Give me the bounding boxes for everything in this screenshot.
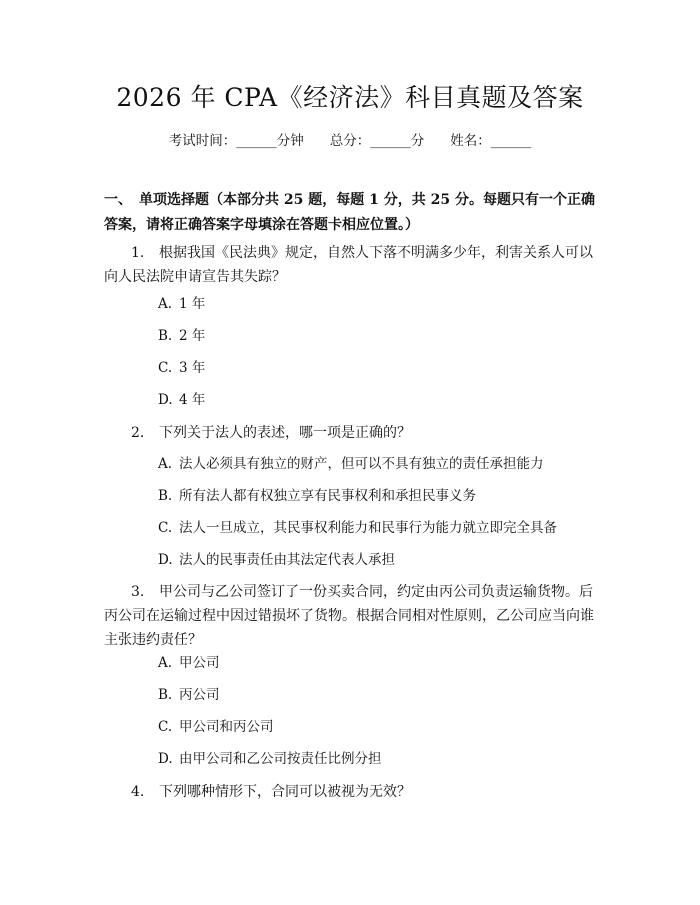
option-letter: D. (158, 751, 173, 767)
option-letter: A. (158, 456, 173, 472)
option-3c (158, 717, 598, 737)
option-1d (158, 390, 598, 410)
question-4 (104, 780, 600, 804)
option-text: 甲公司 (179, 655, 220, 671)
option-letter: C. (158, 520, 173, 536)
page-title: 2026 年 CPA《经济法》科目真题及答案 (116, 83, 584, 112)
section-heading (104, 188, 600, 238)
option-letter: A. (158, 655, 173, 671)
option-text: 所有法人都有权独立享有民事权利和承担民事义务 (179, 488, 476, 504)
option-3d (158, 749, 598, 769)
option-letter: B. (158, 328, 173, 344)
total-score-label: 总分：______分 (329, 133, 425, 149)
option-text: 由甲公司和乙公司按责任比例分担 (179, 751, 382, 767)
option-text: 法人的民事责任由其法定代表人承担 (179, 552, 395, 568)
option-letter: C. (158, 360, 173, 376)
option-letter: D. (158, 392, 173, 408)
question-text: 下列关于法人的表述，哪一项是正确的？ (159, 425, 411, 441)
option-2d (158, 550, 598, 570)
option-letter: A. (158, 296, 173, 312)
question-text: 根据我国《民法典》规定，自然人下落不明满多少年，利害关系人可以向人民法院申请宣告其失踪？ (104, 245, 593, 285)
question-3 (104, 580, 600, 652)
exam-meta (0, 130, 700, 152)
question-number: 2. (131, 425, 145, 441)
option-text: 1 年 (179, 296, 206, 312)
option-text: 丙公司 (179, 687, 220, 703)
section-instructions: 单项选择题（本部分共 25 题，每题 1 分，共 25 分。每题只有一个正确答案，请将正确答案字母填涂在答题卡相应位置。） (104, 192, 595, 233)
option-2c (158, 518, 598, 538)
exam-time-label: 考试时间：______分钟 (168, 133, 304, 149)
option-text: 法人必须具有独立的财产，但可以不具有独立的责任承担能力 (179, 456, 544, 472)
option-letter: D. (158, 552, 173, 568)
question-2 (104, 421, 600, 445)
option-text: 2 年 (179, 328, 206, 344)
name-label: 姓名：______ (450, 133, 532, 149)
question-text: 下列哪种情形下，合同可以被视为无效？ (159, 784, 411, 800)
option-3a (158, 653, 598, 673)
option-letter: B. (158, 488, 173, 504)
option-text: 3 年 (179, 360, 206, 376)
question-text: 甲公司与乙公司签订了一份买卖合同，约定由丙公司负责运输货物。后丙公司在运输过程中因过错损坏了货物。根据合同相对性原则，乙公司应当向谁主张违约责任？ (104, 584, 594, 648)
section-number: 一、 (104, 192, 132, 208)
option-letter: C. (158, 719, 173, 735)
question-number: 4. (131, 784, 145, 800)
option-text: 法人一旦成立，其民事权利能力和民事行为能力就立即完全具备 (179, 520, 557, 536)
option-1b (158, 326, 598, 346)
question-1 (104, 241, 600, 289)
question-number: 3. (131, 584, 145, 600)
option-1a (158, 294, 598, 314)
question-number: 1. (131, 245, 145, 261)
option-text: 甲公司和丙公司 (179, 719, 274, 735)
option-3b (158, 685, 598, 705)
option-2b (158, 486, 598, 506)
option-text: 4 年 (179, 392, 206, 408)
option-2a (158, 454, 598, 474)
option-letter: B. (158, 687, 173, 703)
option-1c (158, 358, 598, 378)
